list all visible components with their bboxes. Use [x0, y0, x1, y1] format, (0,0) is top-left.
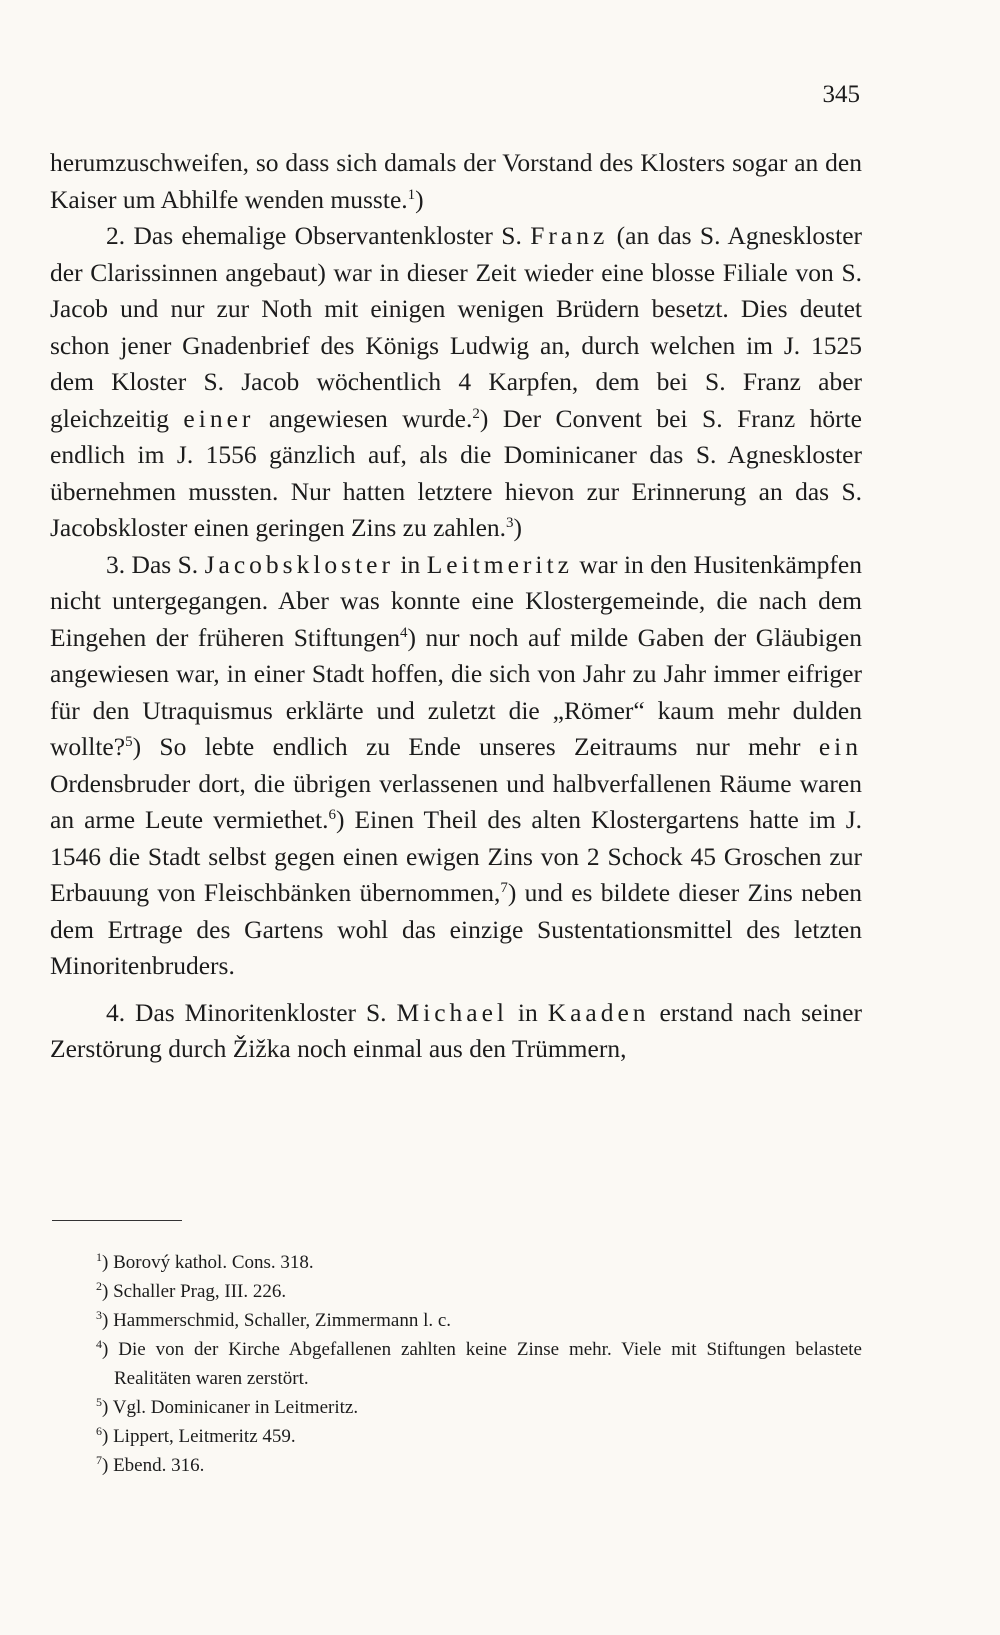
- text-run: erstand nach seiner Zerstörung durch Žižka noch einmal aus den Trümmern,: [50, 997, 862, 1063]
- footnote-mark: 4: [96, 1337, 102, 1351]
- footnote-mark: 6: [96, 1424, 102, 1438]
- footnote-reference: 4: [399, 624, 408, 641]
- footnote: $^5$) Vgl. Dominicaner in Leitmeritz.: [96, 1395, 359, 1418]
- text-run: angewiesen wurde.: [254, 403, 473, 433]
- text-run: ) und es bildete dieser Zins neben dem Ertrage des Gartens wohl das einzige Sustentationsmittel des letzten Minoritenbruders.: [50, 878, 863, 980]
- footnote-reference: 6: [328, 807, 337, 823]
- footnote: $^3$) Hammerschmid, Schaller, Zimmermann l. c.: [96, 1308, 452, 1331]
- footnote-reference: 1: [407, 186, 416, 203]
- text-run: ) So lebte endlich zu Ende unseres Zeitraums nur mehr: [132, 732, 819, 761]
- footnote-text: Hammerschmid, Schaller, Zimmermann l. c.: [113, 1310, 452, 1331]
- footnote-reference: 2: [472, 405, 480, 422]
- text-run: ) Der Convent bei S. Franz hörte endlich im J. 1556 gänzlich auf, als die Dominicaner das S. Agneskloster übernehmen mussten. Nur hatten letztere hievon zur Erinnerung an das S. Jacobskloster einen geringen Zins zu zahlen.: [50, 403, 863, 542]
- footnote-separator: [52, 1220, 182, 1221]
- text-run: herumzuschweifen, so dass sich damals der Vorstand des Klosters sogar an den Kaiser um Abhilfe wenden musste.: [50, 148, 862, 214]
- text-run: ) nur noch auf milde Gaben der Gläubigen angewiesen war, in einer Stadt hoffen, die sich von Jahr zu Jahr immer eifriger für den Utraquismus erklärte und zuletzt die „Römer“ kaum mehr dulden wollte?: [50, 622, 862, 761]
- footnote-mark: 3: [96, 1308, 102, 1322]
- text-run: 3. Das S.: [106, 549, 205, 579]
- footnote-text: Lippert, Leitmeritz 459.: [113, 1426, 296, 1447]
- emphasized-text: ein: [818, 732, 862, 761]
- footnote-text: Borový kathol. Cons. 318.: [113, 1252, 314, 1273]
- emphasized-text: Leitmeritz: [426, 549, 573, 579]
- footnote: $^7$) Ebend. 316.: [96, 1453, 205, 1476]
- footnote-reference: 3: [506, 515, 514, 531]
- emphasized-text: Jacobskloster: [204, 549, 394, 579]
- paragraph: [50, 995, 862, 1068]
- footnote-text: Ebend. 316.: [113, 1455, 205, 1476]
- footnotes: [50, 1248, 862, 1480]
- footnote-reference: 7: [500, 880, 508, 896]
- footnote: $^4$) Die von der Kirche Abgefallenen zahlten keine Zinse mehr. Viele mit Stiftungen belastete Realitäten waren zerstört.: [96, 1337, 862, 1389]
- paragraph: [50, 218, 862, 547]
- text-run: 2. Das ehemalige Observantenkloster S.: [106, 221, 531, 250]
- emphasized-text: Franz: [530, 221, 609, 250]
- emphasized-text: Kaaden: [547, 997, 650, 1027]
- text-run: war in den Husitenkämpfen nicht untergegangen. Aber was konnte eine Klostergemeinde, die nach dem Eingehen der früheren Stiftungen: [50, 549, 862, 652]
- text-run: in: [508, 997, 548, 1027]
- footnote-reference: 5: [125, 734, 133, 750]
- emphasized-text: einer: [183, 403, 255, 433]
- footnote-mark: 2: [96, 1279, 102, 1293]
- text-run: ): [513, 513, 523, 542]
- text-run: (an das S. Agneskloster der Clarissinnen angebaut) war in dieser Zeit wieder eine blosse Filiale von S. Jacob und nur zur Noth mit einigen wenigen Brüdern besetzt. Dies deutet schon jener Gnadenbrief des Königs Ludwig an, durch welchen im J. 1525 dem Kloster S. Jacob wöchentlich 4 Karpfen, dem bei S. Franz aber gleichzeitig: [50, 221, 863, 433]
- footnote: $^2$) Schaller Prag, III. 226.: [96, 1279, 287, 1302]
- footnote: $^6$) Lippert, Leitmeritz 459.: [96, 1424, 296, 1447]
- emphasized-text: Michael: [396, 997, 508, 1027]
- footnote-text: Die von der Kirche Abgefallenen zahlten keine Zinse mehr. Viele mit Stiftungen belastete Realitäten waren zerstört.: [114, 1339, 862, 1389]
- text-run: 4. Das Minoritenkloster S.: [106, 997, 397, 1027]
- footnote: $^1$) Borový kathol. Cons. 318.: [96, 1250, 314, 1273]
- text-run: ) Einen Theil des alten Klostergartens hatte im J. 1546 die Stadt selbst gegen einen ewigen Zins von 2 Schock 45 Groschen zur Erbauung von Fleischbänken übernommen,: [50, 805, 862, 907]
- footnote-text: Vgl. Dominicaner in Leitmeritz.: [112, 1397, 359, 1418]
- text-run: ): [415, 184, 424, 214]
- text-run: Ordensbruder dort, die übrigen verlassenen und halbverfallenen Räume waren an arme Leute vermiethet.: [50, 768, 862, 834]
- main-text: [50, 145, 862, 1068]
- footnote-mark: 1: [96, 1250, 102, 1264]
- footnote-mark: 5: [96, 1395, 102, 1409]
- paragraph: [50, 145, 862, 218]
- footnote-text: Schaller Prag, III. 226.: [113, 1281, 287, 1302]
- footnote-mark: 7: [96, 1453, 102, 1467]
- paragraph: [50, 547, 862, 985]
- page-number: 345: [822, 81, 860, 108]
- text-run: in: [394, 549, 427, 579]
